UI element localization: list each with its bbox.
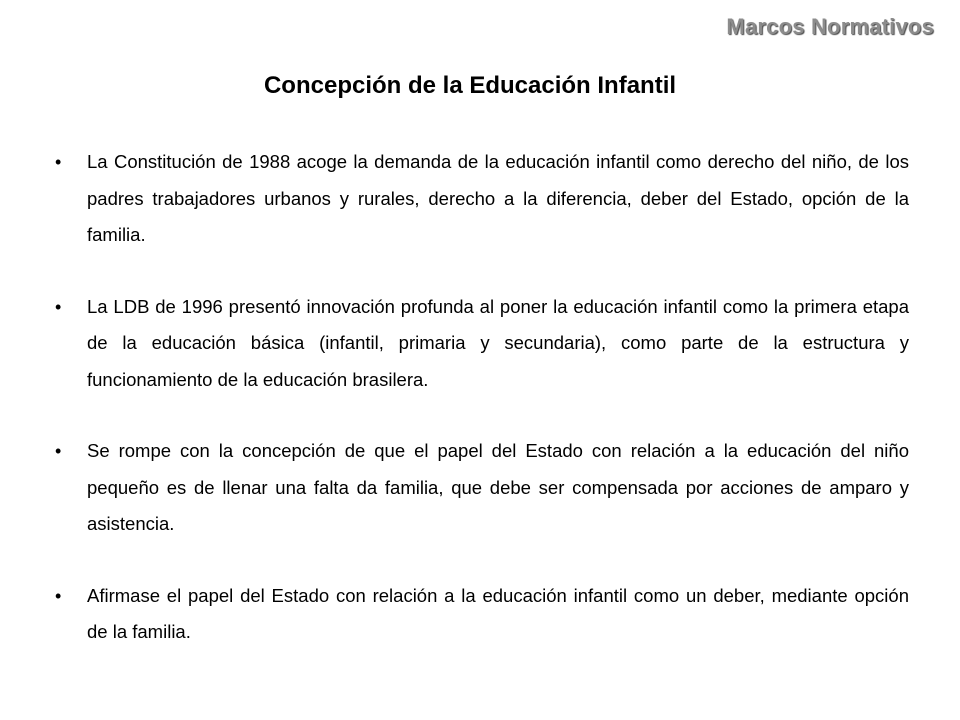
bullet-dot-icon: •: [55, 585, 62, 606]
bullet-dot-icon: •: [55, 296, 62, 317]
slide-title: Concepción de la Educación Infantil: [263, 72, 677, 99]
bullet-text: Se rompe con la concepción de que el papel del Estado con relación a la educación del niño pequeño es de llenar una falta da familia, que debe ser compensada por acciones de amparo y asistencia.: [87, 440, 909, 534]
section-label: Marcos Normativos: [726, 14, 934, 39]
bullet-dot-icon: •: [55, 441, 62, 461]
bullet-dot-icon: •: [55, 152, 62, 172]
bullet-item: [55, 289, 909, 399]
bullet-item: [55, 144, 909, 254]
bullet-text: Afirmase el papel del Estado con relación a la educación infantil como un deber, mediante opción de la familia.: [87, 584, 909, 642]
bullet-item: [55, 433, 909, 543]
bullet-text: La LDB de 1996 presentó innovación profunda al poner la educación infantil como la primera etapa de la educación básica (infantil, primaria y secundaria), como parte de la estructura y funcionamiento de la educación brasilera.: [87, 295, 909, 390]
bullet-item: [55, 578, 909, 651]
bullet-list: [55, 144, 909, 651]
bullet-text: La Constitución de 1988 acoge la demanda de la educación infantil como derecho del niño, de los padres trabajadores urbanos y rurales, derecho a la diferencia, deber del Estado, opción de la familia.: [87, 151, 909, 245]
